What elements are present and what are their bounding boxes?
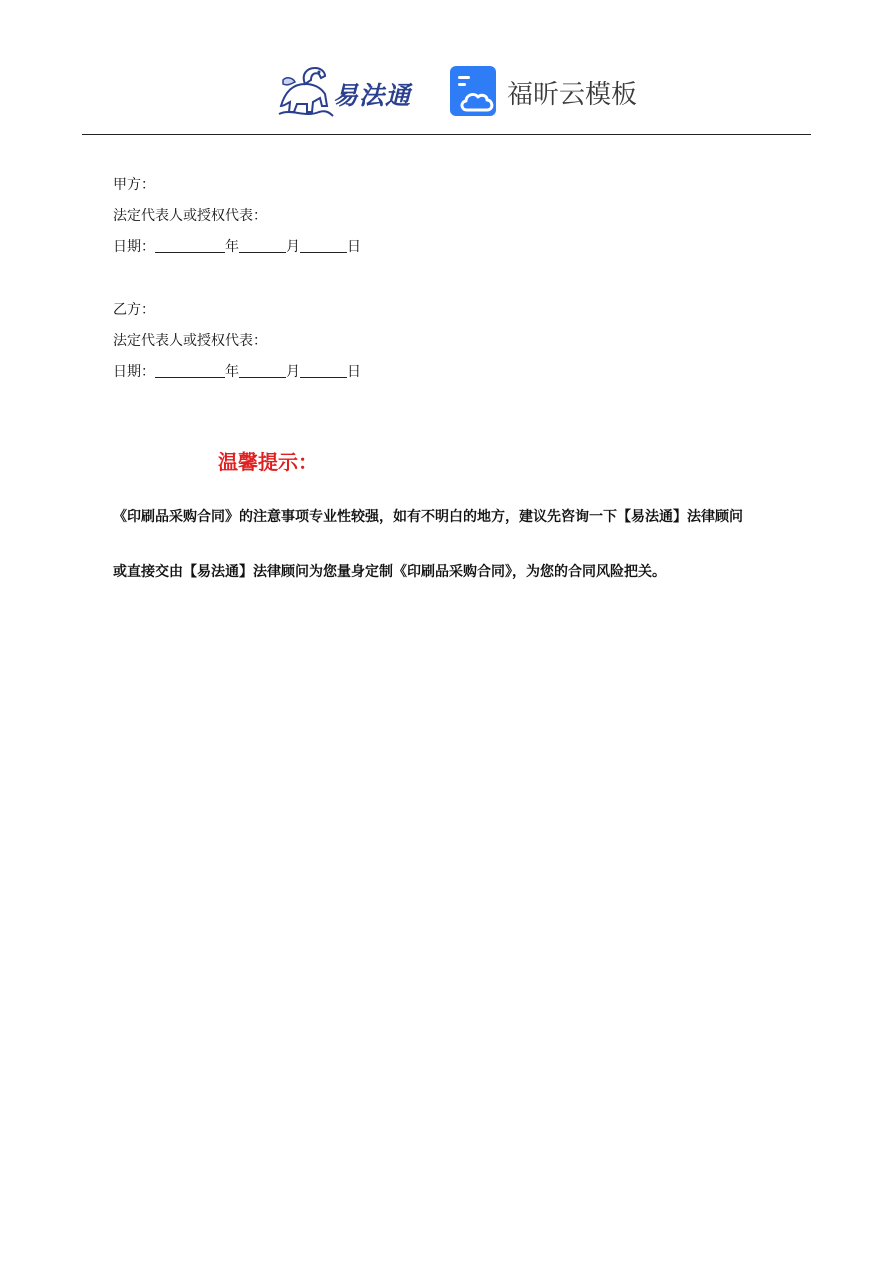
warm-tip-line-2: 或直接交由【易法通】法律顾问为您量身定制《印刷品采购合同》，为您的合同风险把关。 — [113, 564, 666, 580]
date-label: 日期： — [113, 364, 155, 380]
document-cloud-icon — [449, 65, 499, 121]
fuxin-template-logo — [449, 65, 649, 117]
party-b-date-line — [113, 357, 513, 388]
year-label: 年 — [225, 364, 239, 380]
warm-tip-line-1: 《印刷品采购合同》的注意事项专业性较强，如有不明白的地方，建议先咨询一下【易法通】法律顾问 — [113, 509, 743, 525]
year-blank[interactable] — [155, 361, 225, 378]
date-label: 日期： — [113, 239, 155, 255]
party-b-representative: 法定代表人或授权代表： — [113, 333, 267, 349]
party-a-date-line — [113, 232, 513, 263]
day-label: 日 — [347, 239, 361, 255]
warm-tip-title: 温馨提示： — [218, 450, 318, 474]
qilin-mascot-icon — [275, 62, 335, 120]
day-blank[interactable] — [300, 361, 347, 378]
page-header — [0, 56, 893, 126]
header-divider — [82, 134, 811, 135]
yifatong-logo-text: 易法通 — [333, 81, 412, 110]
party-b-label: 乙方： — [113, 302, 155, 318]
day-label: 日 — [347, 364, 361, 380]
month-blank[interactable] — [239, 361, 286, 378]
fuxin-logo-text: 福昕云模板 — [507, 80, 638, 110]
month-label: 月 — [286, 239, 300, 255]
year-blank[interactable] — [155, 236, 225, 253]
party-b-signature-block — [113, 295, 513, 388]
month-label: 月 — [286, 364, 300, 380]
party-a-label: 甲方： — [113, 177, 155, 193]
month-blank[interactable] — [239, 236, 286, 253]
party-a-signature-block — [113, 170, 513, 263]
year-label: 年 — [225, 239, 239, 255]
day-blank[interactable] — [300, 236, 347, 253]
party-a-representative: 法定代表人或授权代表： — [113, 208, 267, 224]
yifatong-logo — [275, 62, 430, 120]
